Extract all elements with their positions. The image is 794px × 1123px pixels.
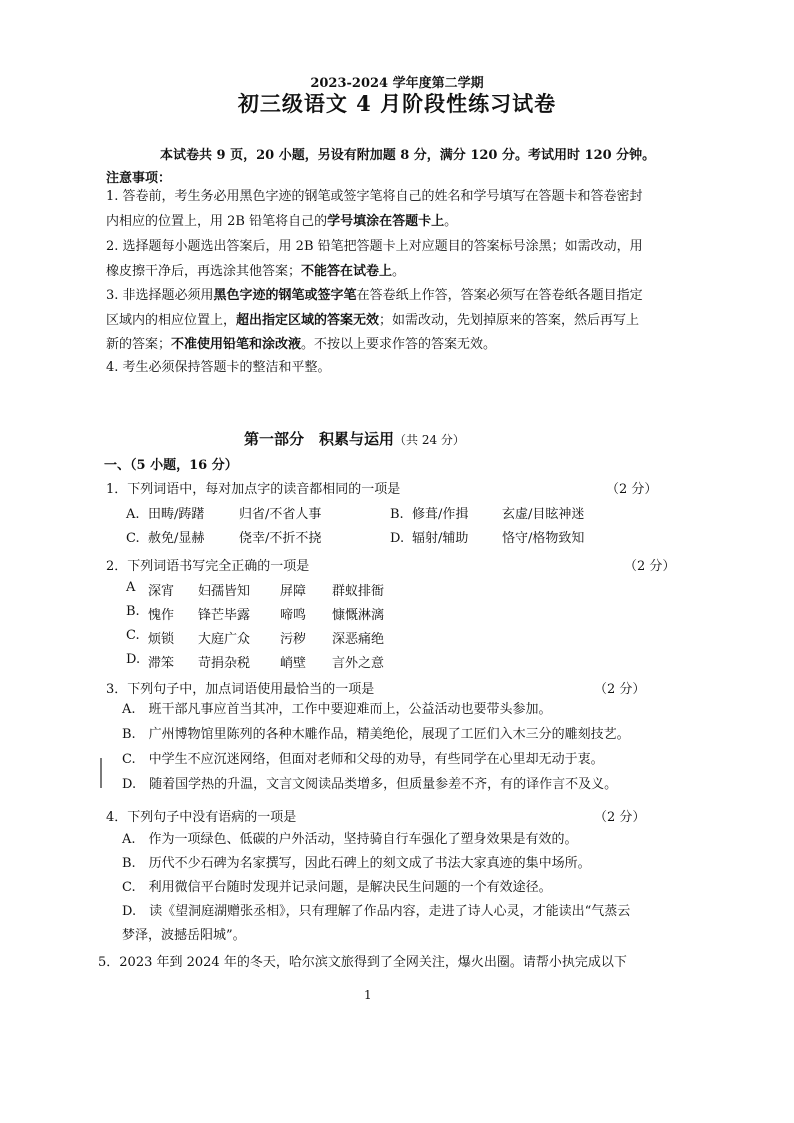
question-3-score: （2 分） xyxy=(594,682,646,697)
option-word: 峭壁 xyxy=(280,656,307,671)
q3-option-a: A. 班干部凡事应首当其冲，工作中要迎难而上，公益活动也要带头参加。 xyxy=(122,702,552,717)
option-word: 大庭广众 xyxy=(198,632,251,647)
question-4-score: （2 分） xyxy=(594,810,646,825)
question-2-stem: 2．下列词语书写完全正确的一项是 xyxy=(106,559,310,574)
note-3-text-d: 。不按以上要求作答的答案无效。 xyxy=(301,337,497,352)
note-1-text: 1. 答卷前，考生务必用黑色字迹的钢笔或签字笔将自己的姓名和学号填写在答题卡和答卷密封内相应的位置上，用 2B 铅笔将自己的 xyxy=(106,189,643,229)
q1-option-c-word-2: 侥幸/不折不挠 xyxy=(239,531,322,546)
question-1-score: （2 分） xyxy=(606,482,658,497)
option-word: 言外之意 xyxy=(332,656,385,671)
option-word-1: 田畴/踌躇 xyxy=(148,507,205,522)
option-word: 群蚁排衙 xyxy=(332,584,385,599)
note-3-text-a: 3. 非选择题必须用 xyxy=(106,288,214,303)
note-2-emphasis: 不能答在试卷上 xyxy=(301,263,393,279)
q1-option-b xyxy=(390,503,468,522)
question-3-stem: 3．下列句子中，加点词语使用最恰当的一项是 xyxy=(106,682,375,697)
option-letter: D. xyxy=(390,531,405,546)
note-3-emphasis-a: 黑色字迹的钢笔或签字笔 xyxy=(213,288,357,303)
note-3-emphasis-c: 不准使用铅笔和涂改液 xyxy=(171,337,302,352)
exam-info: 本试卷共 9 页，20 小题，另设有附加题 8 分，满分 120 分。考试用时 120 分钟。 xyxy=(160,148,656,163)
q4-option-a: A. 作为一项绿色、低碳的户外活动，坚持骑自行车强化了塑身效果是有效的。 xyxy=(122,832,578,847)
option-letter: D. xyxy=(126,652,141,667)
note-3-emphasis-b: 超出指定区域的答案无效 xyxy=(236,312,380,328)
note-2-text: 2. 选择题每小题选出答案后，用 2B 铅笔把答题卡上对应题目的答案标号涂黑；如需改动，用橡皮擦干净后，再选涂其他答案； xyxy=(106,239,643,279)
option-word: 深宵 xyxy=(148,584,175,599)
note-1-end: 。 xyxy=(444,213,458,229)
notes-heading: 注意事项： xyxy=(106,171,172,186)
note-3 xyxy=(106,284,646,358)
option-word-1: 赦免/显赫 xyxy=(148,531,205,546)
q4-option-b: B. 历代不少石碑为名家撰写，因此石碑上的刻文成了书法大家真迹的集中场所。 xyxy=(122,856,591,871)
q3-option-c: C. 中学生不应沉迷网络，但面对老师和父母的劝导，有些同学在心里却无动于衷。 xyxy=(122,752,604,767)
section-points: （共 24 分） xyxy=(394,433,465,447)
note-1-emphasis: 学号填涂在答题卡上 xyxy=(327,213,445,229)
option-word: 啼鸣 xyxy=(280,608,307,623)
question-group-heading: 一、（5 小题，16 分） xyxy=(104,458,238,473)
note-1 xyxy=(106,185,646,234)
q1-option-c xyxy=(126,527,204,546)
option-letter: A xyxy=(126,580,136,595)
option-word: 苛捐杂税 xyxy=(198,656,251,671)
q1-option-b-word-2: 玄虚/目眩神迷 xyxy=(502,507,585,522)
exam-title: 初三级语文 4 月阶段性练习试卷 xyxy=(237,91,557,116)
margin-pen-mark xyxy=(100,758,102,788)
option-letter: A. xyxy=(126,507,140,522)
q1-option-a xyxy=(126,503,204,522)
option-word-1: 辐射/辅助 xyxy=(412,531,469,546)
option-letter: B. xyxy=(390,507,404,522)
option-word: 锋芒毕露 xyxy=(198,608,251,623)
q3-option-b: B. 广州博物馆里陈列的各种木雕作品，精美绝伦，展现了工匠们入木三分的雕刻技艺。 xyxy=(122,727,630,742)
option-letter: C. xyxy=(126,628,140,643)
option-word: 深恶痛绝 xyxy=(332,632,385,647)
note-3-text-b: 在答卷纸上作答，答案必须写在答卷纸各题目指定区域内的相应位置上， xyxy=(106,288,643,328)
section-title-text: 第一部分 积累与运用 xyxy=(244,430,395,448)
question-4-stem: 4．下列句子中没有语病的一项是 xyxy=(106,810,297,825)
note-3-text-c: ；如需改动，先划掉原来的答案，然后再写上新的答案； xyxy=(106,312,640,352)
option-word-1: 修葺/作揖 xyxy=(412,507,469,522)
note-4: 4. 考生必须保持答题卡的整洁和平整。 xyxy=(106,360,331,375)
question-2-score: （2 分） xyxy=(624,559,676,574)
page-number: 1 xyxy=(364,988,372,1002)
question-1-stem: 1．下列词语中，每对加点字的读音都相同的一项是 xyxy=(106,482,401,497)
option-word: 慷慨淋漓 xyxy=(332,608,385,623)
option-word: 屏障 xyxy=(280,584,307,599)
q4-option-d: D. 读《望洞庭湖赠张丞相》，只有理解了作品内容，走进了诗人心灵，才能读出“气蒸云梦泽，波撼岳阳城”。 xyxy=(122,904,631,943)
option-letter: B. xyxy=(126,604,140,619)
option-word: 污秽 xyxy=(280,632,307,647)
section-title xyxy=(244,428,465,449)
note-2 xyxy=(106,235,646,284)
q1-option-d-word-2: 恪守/格物致知 xyxy=(502,531,585,546)
option-word: 滞笨 xyxy=(148,656,175,671)
q3-option-d: D. 随着国学热的升温，文言文阅读品类增多，但质量参差不齐，有的译作言不及义。 xyxy=(122,777,618,792)
q4-option-c: C. 利用微信平台随时发现并记录问题，是解决民生问题的一个有效途径。 xyxy=(122,880,552,895)
term-heading: 2023-2024 学年度第二学期 xyxy=(310,76,484,91)
q1-option-d xyxy=(390,527,468,546)
q1-option-a-word-2: 归省/不省人事 xyxy=(239,507,322,522)
option-word: 妇孺皆知 xyxy=(198,584,251,599)
question-5-stem: 5．2023 年到 2024 年的冬天，哈尔滨文旅得到了全网关注，爆火出圈。请帮小执完成以下 xyxy=(98,955,627,970)
option-word: 愧作 xyxy=(148,608,175,623)
option-word: 烦锁 xyxy=(148,632,175,647)
option-letter: C. xyxy=(126,531,140,546)
note-2-end: 。 xyxy=(392,263,406,279)
